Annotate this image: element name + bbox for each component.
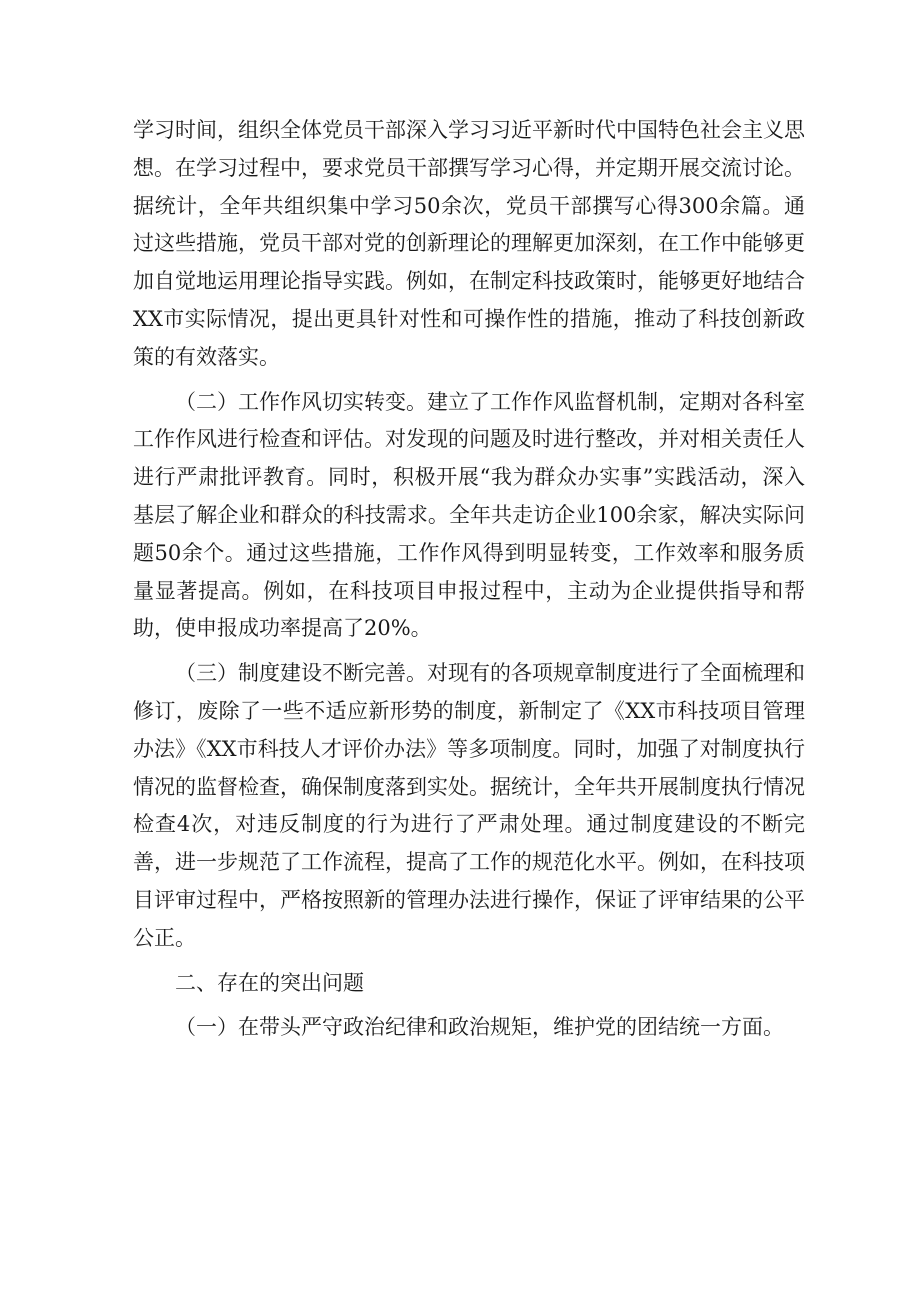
paragraph-system-building: （三）制度建设不断完善。对现有的各项规章制度进行了全面梳理和修订，废除了一些不适应新形势的制度，新制定了《XX市科技项目管理办法》《XX市科技人才评价办法》等多项制度。同时，加强了对制度执行情况的监督检查，确保制度落到实处。据统计，全年共开展制度执行情况检查4次，对违反制度的行为进行了严肃处理。通过制度建设的不断完善，进一步规范了工作流程，提高了工作的规范化水平。例如，在科技项目评审过程中，严格按照新的管理办法进行操作，保证了评审结果的公平公正。 bbox=[133, 661, 805, 950]
paragraph-political-discipline: （一）在带头严守政治纪律和政治规矩，维护党的团结统一方面。 bbox=[175, 1015, 784, 1040]
document-body bbox=[133, 112, 805, 1047]
section-heading-problems: 二、存在的突出问题 bbox=[175, 970, 364, 995]
paragraph-study-continued: 学习时间，组织全体党员干部深入学习习近平新时代中国特色社会主义思想。在学习过程中，要求党员干部撰写学习心得，并定期开展交流讨论。据统计，全年共组织集中学习50余次，党员干部撰写心得300余篇。通过这些措施，党员干部对党的创新理论的理解更加深刻，在工作中能够更加自觉地运用理论指导实践。例如，在制定科技政策时，能够更好地结合XX市实际情况，提出更具针对性和可操作性的措施，推动了科技创新政策的有效落实。 bbox=[133, 118, 805, 369]
paragraph-work-style: （二）工作作风切实转变。建立了工作作风监督机制，定期对各科室工作作风进行检查和评估。对发现的问题及时进行整改，并对相关责任人进行严肃批评教育。同时，积极开展“我为群众办实事”实践活动，深入基层了解企业和群众的科技需求。全年共走访企业100余家，解决实际问题50余个。通过这些措施，工作作风得到明显转变，工作效率和服务质量显著提高。例如，在科技项目申报过程中，主动为企业提供指导和帮助，使申报成功率提高了20%。 bbox=[133, 389, 805, 641]
